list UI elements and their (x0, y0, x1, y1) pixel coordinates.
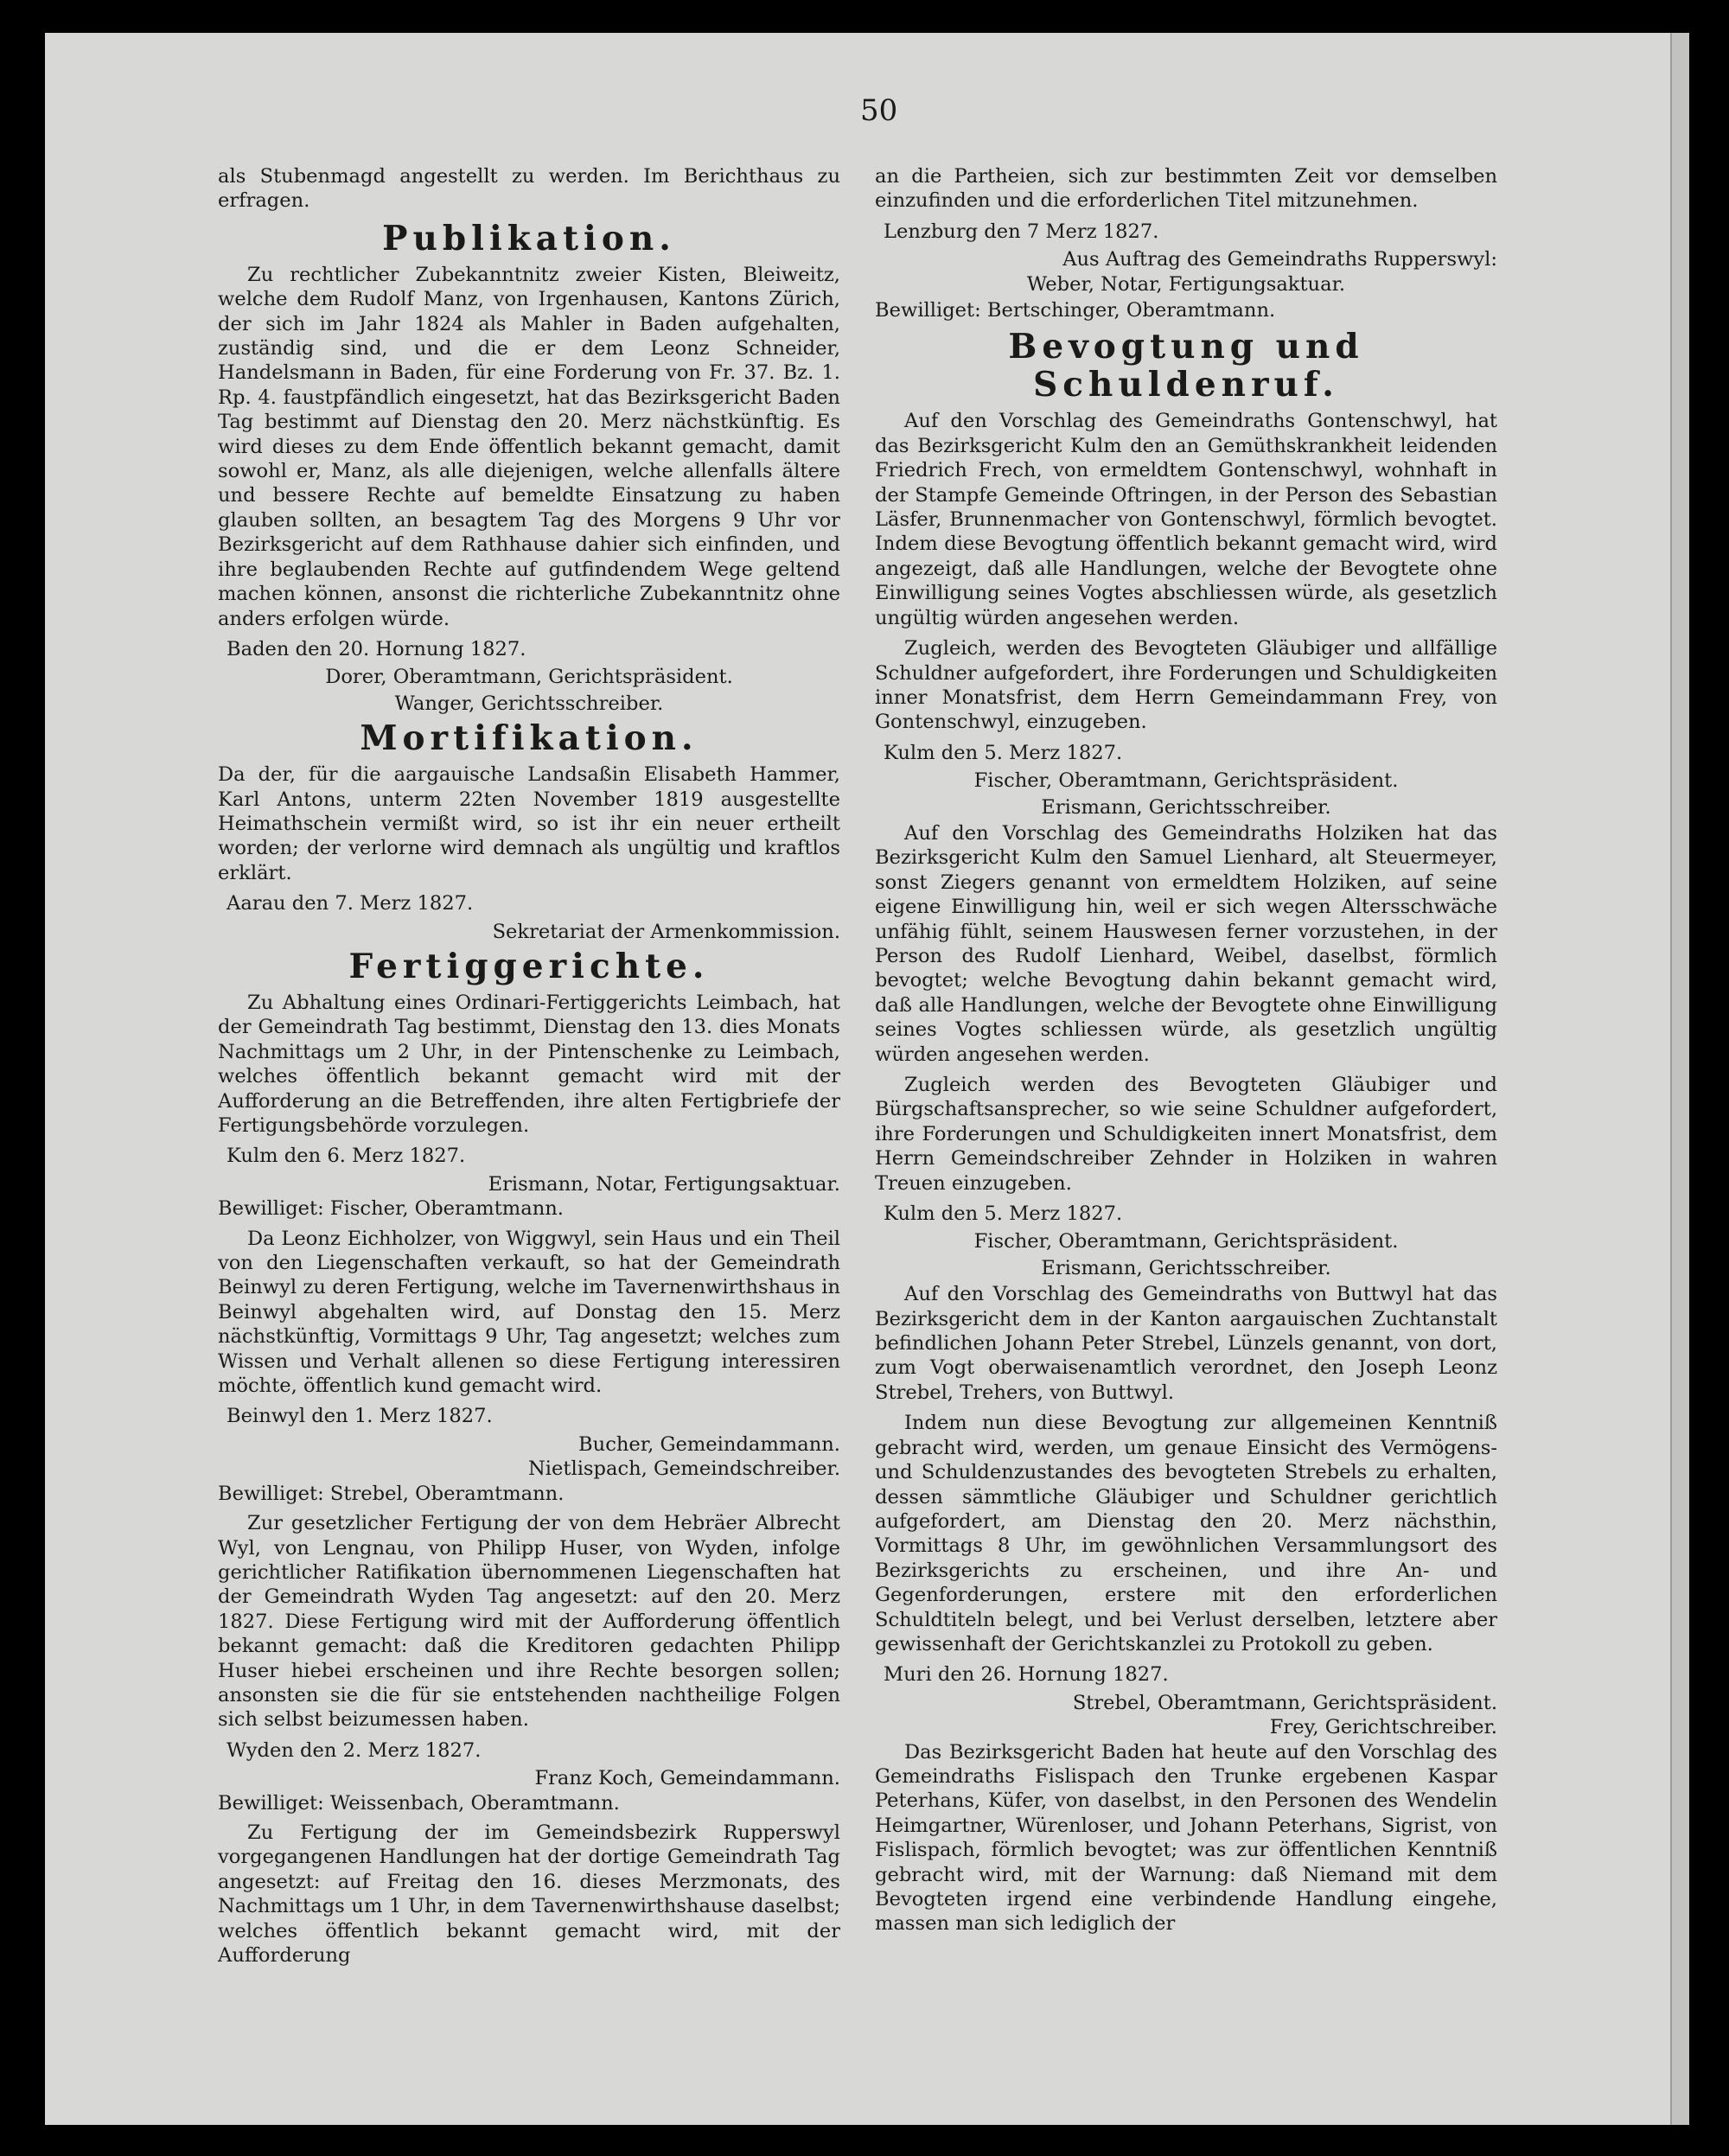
bevogtung-text-2: Zugleich, werden des Bevogteten Gläubiger und allfällige Schuldner aufgefordert, ihre Forderungen und Schuldigkeiten inner Monatsfrist, dem Herrn Gemeindammann Frey, von Gontenschwyl, einzugeben. (875, 637, 1497, 734)
fertiggerichte-signature-2b: Nietlispach, Gemeindschreiber. (528, 1458, 840, 1481)
section-title-mortifikation: Mortifikation. (360, 718, 699, 759)
fertiggerichte-text-1: Zu Abhaltung eines Ordinari-Fertiggerichts Leimbach, hat der Gemeindrath Tag bestimmt, Dienstag den 13. dies Monats Nachmittags um 2 Uhr, in der Pintenschenke zu Leimbach, welches öffentlich bekannt gemacht wird mit der Aufforderung an die Betreffenden, ihre alten Fertigbriefe der Fertigungsbehörde vorzulegen. (218, 991, 840, 1137)
continuation-date: Lenzburg den 7 Merz 1827. (884, 220, 1159, 243)
continuation-approval: Bewilliget: Bertschinger, Oberamtmann. (875, 299, 1276, 322)
left-column (218, 164, 840, 1974)
continuation-text: an die Partheien, sich zur bestimmten Zeit vor demselben einzufinden und die erforderlichen Titel mitzunehmen. (875, 165, 1497, 213)
bevogtung-text-6: Indem nun diese Bevogtung zur allgemeinen Kenntniß gebracht wird, werden, um genaue Einsicht des Vermögens- und Schuldenzustandes des bevogteten Strebels zu erhalten, dessen sämmtliche Gläubiger und Schuldner gerichtlich aufgefordert, am Dienstag den 20. Merz nächsthin, Vormittags 8 Uhr, im gewöhnlichen Versammlungsort des Bezirksgerichts zu erscheinen, und ihre An- und Gegenforderungen, erstere mit den erforderlichen Schuldtiteln belegt, und bei Verlust derselben, letztere aber gewissenhaft der Gerichtskanzlei zu Protokoll zu geben. (875, 1412, 1497, 1655)
fertiggerichte-approval-3: Bewilliget: Weissenbach, Oberamtmann. (218, 1791, 620, 1815)
fertiggerichte-date-1: Kulm den 6. Merz 1827. (226, 1145, 466, 1168)
right-column (875, 164, 1497, 1942)
fertiggerichte-text-2: Da Leonz Eichholzer, von Wiggwyl, sein Haus und ein Theil von den Liegenschaften verkauft, so hat der Gemeindrath Beinwyl zu deren Fertigung, welche im Tavernenwirthshaus in Beinwyl abgehalten wird, auf Donstag den 15. Merz nächstkünftig, Vormittags 9 Uhr, Tag angesetzt; welches zum Wissen und Verhalt allenen so diese Fertigung interessiren möchte, öffentlich kund gemacht wird. (218, 1227, 840, 1398)
continuation-signature-1: Aus Auftrag des Gemeindraths Rupperswyl: (1062, 248, 1497, 271)
fertiggerichte-approval-1: Bewilliget: Fischer, Oberamtmann. (218, 1197, 564, 1221)
continuation-signature-2: Weber, Notar, Fertigungsaktuar. (1026, 272, 1346, 296)
page-number: 50 (860, 93, 898, 128)
fertiggerichte-signature-3: Franz Koch, Gemeindammann. (534, 1767, 840, 1790)
fertiggerichte-approval-2: Bewilliget: Strebel, Oberamtmann. (218, 1482, 565, 1505)
mortifikation-signature: Sekretariat der Armenkommission. (492, 920, 840, 943)
fertiggerichte-date-2: Beinwyl den 1. Merz 1827. (226, 1405, 493, 1428)
mortifikation-text: Da der, für die aargauische Landsaßin Elisabeth Hammer, Karl Antons, unterm 22ten November 1819 ausgestellte Heimathschein vermißt wird, so ist ihr ein neuer ertheilt worden; der verlorne wird demnach als ungültig und kraftlos erklärt. (218, 763, 840, 884)
fertiggerichte-signature-2a: Bucher, Gemeindammann. (578, 1432, 840, 1456)
publikation-date: Baden den 20. Hornung 1827. (226, 637, 526, 660)
fertiggerichte-signature-1: Erismann, Notar, Fertigungsaktuar. (488, 1172, 840, 1196)
fertiggerichte-text-3: Zur gesetzlicher Fertigung der von dem Hebräer Albrecht Wyl, von Lengnau, von Philipp Huser, von Wyden, infolge gerichtlicher Ratifikation übernommenen Liegenschaften hat der Gemeindrath Wyden Tag angesetzt: auf den 20. Merz 1827. Diese Fertigung wird mit der Aufforderung öffentlich bekannt gemacht: daß die Kreditoren gedachten Philipp Huser hiebei erscheinen und ihre Rechte besorgen sollen; ansonsten sie die für sie entstehenden nachtheilige Folgen sich selbst beizumessen haben. (218, 1512, 840, 1732)
publikation-signature-1: Dorer, Oberamtmann, Gerichtspräsident. (325, 666, 733, 689)
bevogtung-text-7: Das Bezirksgericht Baden hat heute auf den Vorschlag des Gemeindraths Fislispach den Trunke ergebenen Kaspar Peterhans, Küfer, von daselbst, in den Personen des Wendelin Heimgartner, Würenloser, und Johann Peterhans, Sigrist, von Fislispach, förmlich bevogtet; was zur öffentlichen Kenntniß gebracht wird, mit der Warnung: daß Niemand mit dem Bevogteten irgend eine verbindende Handlung eingehe, massen man sich lediglich der (875, 1740, 1497, 1936)
bevogtung-text-5: Auf den Vorschlag des Gemeindraths von Buttwyl hat das Bezirksgericht dem in der Kanton aargauischen Zuchtanstalt befindlichen Johann Peter Strebel, Lünzels genannt, von dort, zum Vogt oberwaisenamtlich verordnet, den Joseph Leonz Strebel, Trehers, von Buttwyl. (875, 1283, 1497, 1404)
bevogtung-signature-2a: Fischer, Oberamtmann, Gerichtspräsident. (973, 1230, 1399, 1253)
section-title-bevogtung: Bevogtung und Schuldenruf. (1008, 327, 1364, 405)
bevogtung-text-3: Auf den Vorschlag des Gemeindraths Holziken hat das Bezirksgericht Kulm den Samuel Lienhard, alt Steuermeyer, sonst Ziegers genannt von ermeldtem Holziken, auf seine eigene Einwilligung hin, weil er sich wegen Altersschwäche unfähig fühlt, seinem Hauswesen ferner vorzustehen, in der Person des Rudolf Lienhard, Weibel, daselbst, förmlich bevogtet; welche Bevogtung dahin bekannt gemacht wird, daß alle Handlungen, welche der Bevogtete ohne Einwilligung seines Vogtes schliessen würde, als gesetzlich ungültig würden angesehen werden. (875, 821, 1497, 1066)
bevogtung-date-3: Muri den 26. Hornung 1827. (884, 1663, 1169, 1687)
publikation-signature-2: Wanger, Gerichtsschreiber. (394, 692, 664, 715)
fertiggerichte-date-3: Wyden den 2. Merz 1827. (226, 1738, 482, 1762)
bevogtung-date-2: Kulm den 5. Merz 1827. (884, 1202, 1123, 1226)
bevogtung-signature-3a: Strebel, Oberamtmann, Gerichtspräsident. (1072, 1691, 1497, 1714)
publikation-text: Zu rechtlicher Zubekanntnitz zweier Kisten, Bleiweitz, welche dem Rudolf Manz, von Irgenhausen, Kantons Zürich, der sich im Jahr 1824 als Mahler in Baden aufgehalten, zuständig sind, und die er dem Leonz Schneider, Handelsmann in Baden, für eine Forderung von Fr. 37. Bz. 1. Rp. 4. faustpfändlich eingesetzt, hat das Bezirksgericht Baden Tag bestimmt auf Dienstag den 20. Merz nächstkünftig. Es wird dieses zu dem Ende öffentlich bekannt gemacht, damit sowohl er, Manz, als alle diejenigen, welche allenfalls ältere und bessere Rechte auf bemeldte Einsatzung zu haben glauben sollten, an besagtem Tag des Morgens 9 Uhr vor Bezirksgericht auf dem Rathhause dahier sich einfinden, und ihre beglaubenden Rechte auf gutfindendem Wege geltend machen können, ansonst die richterliche Zubekanntnitz ohne anders erfolgen würde. (218, 263, 840, 630)
bevogtung-date-1: Kulm den 5. Merz 1827. (884, 741, 1123, 764)
section-title-fertiggerichte: Fertiggerichte. (348, 946, 710, 986)
bevogtung-signature-1b: Erismann, Gerichtsschreiber. (1041, 795, 1331, 819)
bevogtung-signature-3b: Frey, Gerichtschreiber. (1269, 1716, 1497, 1739)
mortifikation-date: Aarau den 7. Merz 1827. (226, 892, 474, 915)
bevogtung-text-1: Auf den Vorschlag des Gemeindraths Gontenschwyl, hat das Bezirksgericht Kulm den an Gemüthskrankheit leidenden Friedrich Frech, von ermeldtem Gontenschwyl, wohnhaft in der Stampfe Gemeinde Oftringen, in der Person des Sebastian Läsfer, Brunnenmacher von Gontenschwyl, förmlich bevogtet. Indem diese Bevogtung öffentlich bekannt gemacht wird, wird angezeigt, daß alle Handlungen, welche der Bevogtete ohne Einwilligung seines Vogtes abschliessen würde, als gesetzlich ungültig würden angesehen werden. (875, 410, 1497, 629)
fertiggerichte-text-4: Zu Fertigung der im Gemeindsbezirk Rupperswyl vorgegangenen Handlungen hat der dortige Gemeindrath Tag angesetzt: auf Freitag den 16. dieses Merzmonats, des Nachmittags um 1 Uhr, in dem Tavernenwirthshause daselbst; welches öffentlich bekannt gemacht wird, mit der Aufforderung (218, 1821, 840, 1967)
bevogtung-text-4: Zugleich werden des Bevogteten Gläubiger und Bürgschaftsansprecher, so wie seine Schuldner aufgefordert, ihre Forderungen und Schuldigkeiten innert Monatsfrist, dem Herrn Gemeindschreiber Zehnder in Holziken in wahren Treuen einzugeben. (875, 1074, 1497, 1195)
section-title-publikation: Publikation. (382, 218, 676, 258)
bevogtung-signature-2b: Erismann, Gerichtsschreiber. (1041, 1256, 1331, 1279)
bevogtung-signature-1a: Fischer, Oberamtmann, Gerichtspräsident. (973, 769, 1399, 793)
page-fold-edge (1670, 33, 1689, 2125)
intro-text: als Stubenmagd angestellt zu werden. Im Berichthaus zu erfragen. (218, 165, 840, 213)
